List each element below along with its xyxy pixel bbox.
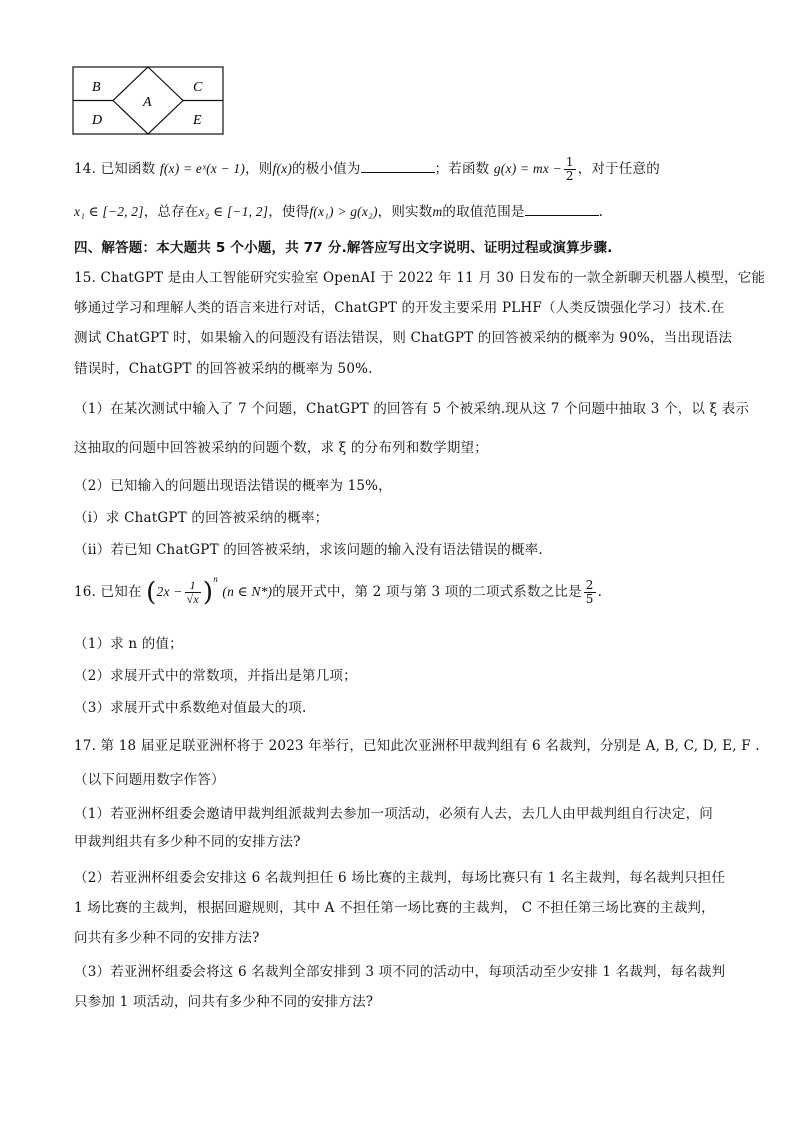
paren-right: ) bbox=[202, 577, 214, 608]
q14-text: 已知函数 bbox=[100, 161, 156, 178]
region-label-c: C bbox=[193, 80, 203, 95]
q14-half-fraction bbox=[564, 156, 576, 183]
q14-m: m bbox=[432, 204, 443, 219]
region-figure bbox=[72, 66, 226, 136]
q16-part3: （3）求展开式中系数绝对值最大的项. bbox=[74, 700, 307, 716]
q16-text: 的展开式中，第 2 项与第 3 项的二项式系数之比是 bbox=[272, 584, 582, 600]
q17-part2-c: 问共有多少种不同的安排方法? bbox=[74, 930, 260, 946]
q14-fx: f(x) bbox=[272, 161, 293, 177]
answer-blank-1[interactable] bbox=[361, 160, 435, 173]
q16-fraction bbox=[185, 579, 201, 606]
q17-part1-b: 甲裁判组共有多少种不同的安排方法? bbox=[74, 834, 301, 850]
q14-text: 的极小值为 bbox=[292, 161, 361, 178]
q15-stem-4: 错误时，ChatGPT 的回答被采纳的概率为 50%. bbox=[74, 361, 373, 377]
fraction-numerator: 1 bbox=[185, 579, 201, 593]
q17-stem-2: （以下问题用数字作答） bbox=[74, 772, 225, 788]
q17-part2-b: 1 场比赛的主裁判，根据回避规则，其中 A 不担任第一场比赛的主裁判， C 不担任第三场比赛的主裁判， bbox=[74, 900, 715, 916]
q15-part2-ii: （ii）若已知 ChatGPT 的回答被采纳，求该问题的输入没有语法错误的概率. bbox=[74, 542, 543, 558]
q14-text: ，总存在 bbox=[143, 204, 199, 220]
region-label-d: D bbox=[92, 113, 103, 128]
q16-text: 16. 已知在 bbox=[74, 584, 142, 600]
q14-text: 的取值范围是 bbox=[442, 204, 525, 220]
q15-part2-i: （i）求 ChatGPT 的回答被采纳的概率； bbox=[74, 510, 329, 526]
q14-x1-range: x₁ ∈ [−2, 2] bbox=[74, 204, 144, 219]
q14-text: ，使得 bbox=[268, 204, 310, 220]
fraction-denominator: √x bbox=[186, 592, 199, 606]
q14-function: f(x) = eˣ(x − 1) bbox=[159, 161, 246, 177]
q15-stem-1: 15. ChatGPT 是由人工智能研究实验室 OpenAI 于 2022 年 11 月 30 日发布的一款全新聊天机器人模型，它能 bbox=[74, 270, 766, 286]
q17-part1-a: （1）若亚洲杯组委会邀请甲裁判组派裁判去参加一项活动，必须有人去，去几人由甲裁判组自行决定，问 bbox=[74, 806, 713, 822]
q16-part2: （2）求展开式中的常数项，并指出是第几项； bbox=[74, 668, 357, 684]
q17-part3-b: 只参加 1 项活动，问共有多少种不同的安排方法? bbox=[74, 994, 374, 1010]
q15-part1-a: （1）在某次测试中输入了 7 个问题，ChatGPT 的回答有 5 个被采纳.现从这 7 个问题中抽取 3 个，以 ξ 表示 bbox=[74, 401, 750, 417]
region-label-e: E bbox=[193, 113, 202, 128]
q16-stem bbox=[74, 574, 602, 608]
q15-stem-2: 够通过学习和理解人类的语言来进行对话，ChatGPT 的开发主要采用 PLHF（人类反馈强化学习）技术.在 bbox=[74, 300, 725, 316]
q16-expression: 2x − bbox=[156, 584, 183, 599]
q14-g-function: g(x) = mx − bbox=[493, 161, 562, 177]
fraction-numerator: 2 bbox=[585, 577, 594, 592]
q14-text: ；若函数 bbox=[434, 161, 490, 178]
q16-condition: (n ∈ N*) bbox=[222, 584, 273, 599]
fraction-numerator: 1 bbox=[565, 155, 574, 169]
q16-exponent: n bbox=[213, 574, 218, 584]
q14-text: ，对于任意的 bbox=[577, 161, 660, 178]
q17-stem-1: 17. 第 18 届亚足联亚洲杯将于 2023 年举行，已知此次亚洲杯甲裁判组有 6 名裁判，分别是 A, B, C, D, E, F . bbox=[74, 738, 760, 754]
q16-text: . bbox=[597, 584, 603, 600]
q14-text: . bbox=[598, 204, 604, 220]
q14-text: ，则 bbox=[245, 161, 273, 178]
q14-text: ，则实数 bbox=[377, 204, 433, 220]
q15-part1-b: 这抽取的问题中回答被采纳的问题个数，求 ξ 的分布列和数学期望； bbox=[74, 440, 488, 456]
paren-left: ( bbox=[146, 577, 157, 608]
q14-line2 bbox=[74, 200, 603, 220]
fraction-denominator: 5 bbox=[585, 592, 594, 606]
section-heading: 四、解答题：本大题共 5 个小题，共 77 分.解答应写出文字说明、证明过程或演算步骤. bbox=[74, 240, 613, 256]
q16-part1: （1）求 n 的值； bbox=[74, 636, 183, 652]
q16-ratio bbox=[584, 579, 596, 606]
q14-number: 14. bbox=[74, 161, 97, 178]
region-label-a: A bbox=[143, 95, 152, 110]
q17-part2-a: （2）若亚洲杯组委会安排这 6 名裁判担任 6 场比赛的主裁判，每场比赛只有 1 名主裁判，每名裁判只担任 bbox=[74, 870, 726, 886]
q14-inequality: f(x₁) > g(x₂) bbox=[309, 204, 378, 219]
q15-stem-3: 测试 ChatGPT 时，如果输入的问题没有语法错误，则 ChatGPT 的回答被采纳的概率为 90%，当出现语法 bbox=[74, 330, 733, 346]
q15-part2: （2）已知输入的问题出现语法错误的概率为 15%， bbox=[74, 478, 392, 494]
q14-line1 bbox=[74, 156, 660, 183]
q14-x2-range: x₂ ∈ [−1, 2] bbox=[198, 204, 269, 219]
region-label-b: B bbox=[92, 80, 101, 95]
q17-part3-a: （3）若亚洲杯组委会将这 6 名裁判全部安排到 3 项不同的活动中，每项活动至少安排 1 名裁判，每名裁判 bbox=[74, 964, 726, 980]
fraction-denominator: 2 bbox=[565, 169, 574, 184]
answer-blank-2[interactable] bbox=[525, 203, 599, 216]
